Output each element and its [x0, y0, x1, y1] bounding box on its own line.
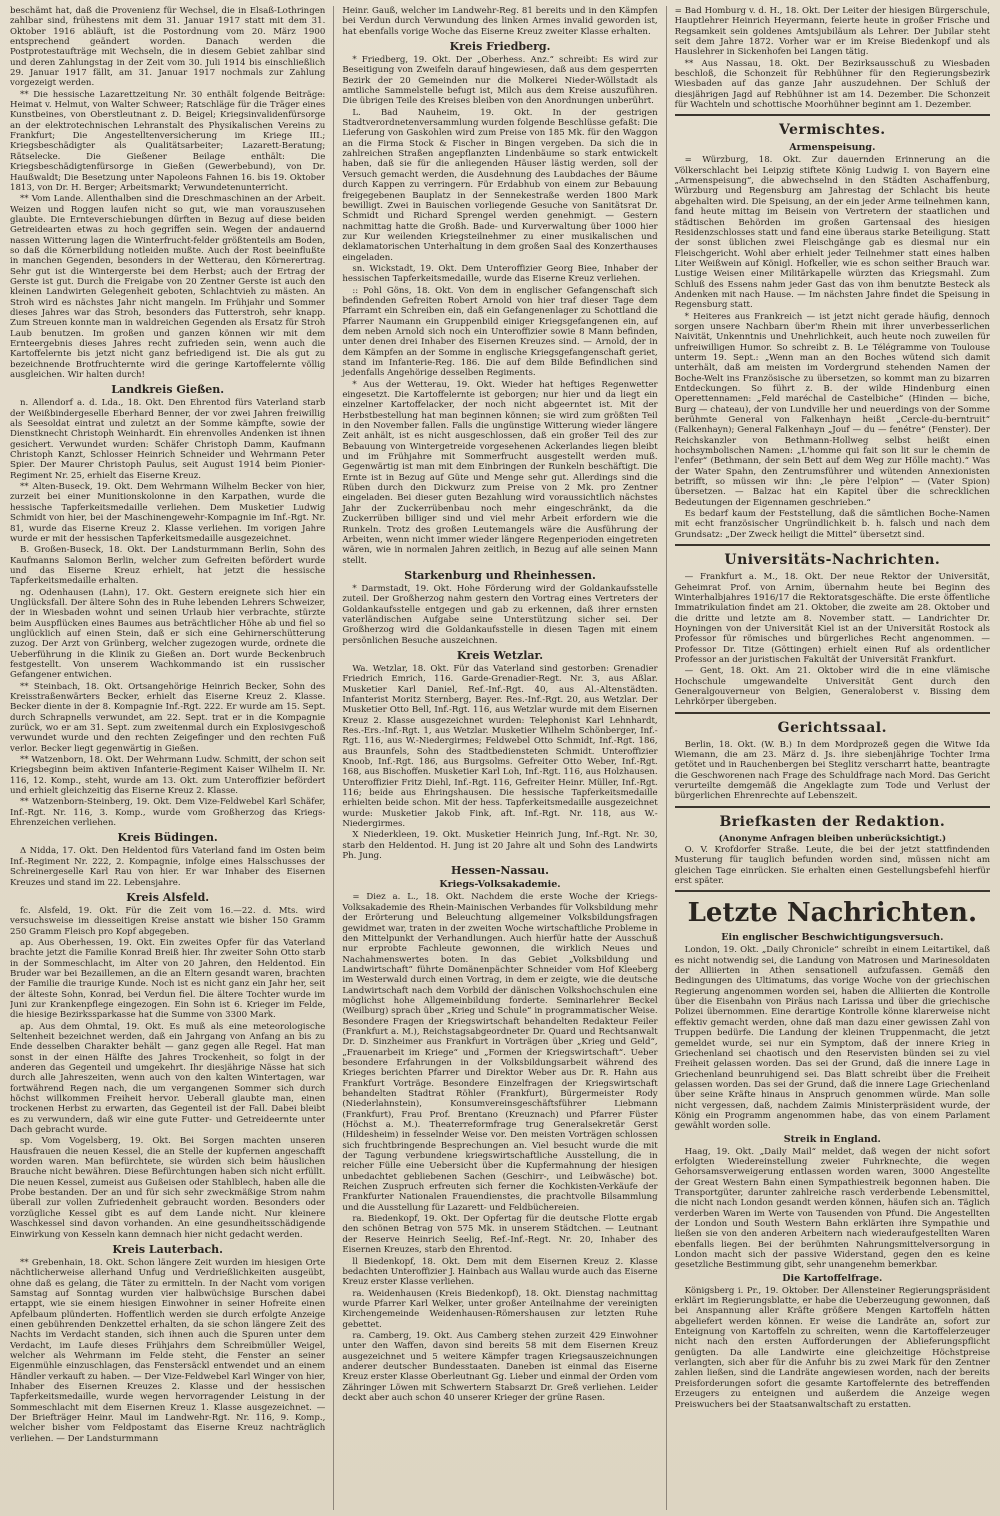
article-text: ** Watzenborn-Steinberg, 19. Okt. Dem Vize-Feldwebel Karl Schäfer, Inf.-Rgt. Nr. 116, 3. Komp., wurde vom Großherzog das Kriegs-Ehrenzeichen verliehen.	[10, 797, 326, 829]
article-text: ng. Odenhausen (Lahn), 17. Okt. Gestern ereignete sich hier ein Unglücksfall. Der ältere Sohn des in Ruhe lebenden Lehrers Schweizer, der in Wiesbaden wohnt und seinen Urlaub hier verbrachte, stürzte beim Auspflücken eines Baumes aus beträchtlicher Höhe ab und fiel so unglücklich auf einen Stein, daß er sich eine Gehirnerschütterung zuzog. Der Arzt von Grünberg, welcher zugezogen wurde, ordnete die Ueberführung in die Klinik zu Gießen an. Dort wurde Beckenbruch festgestellt. Von unserem Wachkommando ist ein russischer Gefangener entwichen.	[10, 587, 326, 681]
section-heading: Gerichtssaal.	[777, 719, 887, 736]
article-text: * Darmstadt, 19. Okt. Hohe Förderung wird der Goldankaufsstelle zuteil. Der Großherzog nahm gestern den Vortrag eines Vertreters der Goldankaufsstelle entgegen und gab zu erkennen, daß ihrer ernsten vaterländischen Aufgabe seine Unterstützung sicher sei. Der Großherzog wird die Goldankaufsstelle in diesen Tagen mit einem persönlichen Besuche auszeichnen.	[342, 583, 658, 646]
article-text: O. V. Krofdorfer Straße. Leute, die bei der jetzt stattfindenden Musterung für tauglich befunden worden sind, müssen nicht am gleichen Tage einrücken. Sie erhalten einen Gestellungsbefehl hierfür erst später.	[674, 845, 990, 887]
article-text: = Bad Homburg v. d. H., 18. Okt. Der Leiter der hiesigen Bürgerschule, Hauptlehrer Heinrich Heyermann, feierte heute in großer Frische und Regsamkeit sein goldenes Amtsjubiläum als Lehrer. Der Jubilar steht seit dem Jahre 1872. Vorher war er im Kreise Biedenkopf und als Hauslehrer in Sickenhofen bei Langen tätig.	[674, 6, 990, 58]
column-1	[10, 6, 325, 1510]
article-text: ra. Weidenhausen (Kreis Biedenkopf), 18. Okt. Dienstag nachmittag wurde Pfarrer Karl Welker, unter großer Anteilnahme der vereinigten Kirchengemeinde Weidenhausen-Römershausen zur letzten Ruhe gebettet.	[342, 1288, 658, 1330]
article-text: ** Watzenborn, 18. Okt. Der Wehrmann Ludw. Schmitt, der schon seit Kriegsbeginn beim aktiven Infanterie-Regiment Kaiser Wilhelm II. Nr. 116, 12. Komp., steht, wurde am 13. Okt. zum Unteroffizier befördert und erhielt gleichzeitig das Eiserne Kreuz 2. Klasse.	[10, 755, 326, 797]
article-text: — Frankfurt a. M., 18. Okt. Der neue Rektor der Universität, Geheimrat Prof. von Arnim, übernahm heute bei Beginn des Winterhalbjahres 1916/17 die Rektoratsgeschäfte. Die erste öffentliche Immatrikulation findet am 21. Oktober, die zweite am 28. Oktober und die dritte und letzte am 8. November statt. — Landrichter Dr. Hoyningen von der Universität Kiel ist an der Universität Rostock als Professor für römisches und bürgerliches Recht angenommen. — Professor Dr. Titze (Göttingen) erhielt einen Ruf als ordentlicher Professor an der juristischen Fakultät der Universität Frankfurt.	[674, 572, 990, 665]
section-divider	[675, 890, 990, 892]
article-text: * Aus der Wetterau, 19. Okt. Wieder hat heftiges Regenwetter eingesetzt. Die Kartoffelernte ist geborgen; nur hier und da liegt ein einzelner Kartoffelacker, der noch nicht abgeerntet ist. Mit der Herbstbestellung hat man beginnen können; sie wird zum größten Teil in den November fallen. Falls die ungünstige Witterung wieder längere Zeit anhält, ist es nicht ausgeschlossen, daß ein großer Teil des zur Bebauung von Wintergetreide vorgesehenen Ackerlandes liegen bleibt und im Frühjahre mit Sommerfrucht ausgestellt werden muß. Gegenwärtig ist man mit dem Einbringen der Runkeln beschäftigt. Die Ernte ist in Bezug auf Güte und Menge sehr gut. Allerdings sind die Rüben durch den Dickwurz zum Preise von 2 Mk. pro Zentner eingeladen. Bei dieser guten Bezahlung wird voraussichtlich nächstes Jahr der Zuckerrübenbau noch mehr eingeschränkt, da die Zuckerrüben billiger sind und viel mehr Arbeit erfordern wie die Runkeln. Trotz des großen Leutemangels wäre die Ausführung der Arbeiten, wenn nicht immer wieder längere Regenperioden eingetreten wären, wie in normalen Jahren zeitlich, in Bezug auf alle seinen Mann stellt.	[342, 379, 658, 566]
section-heading: Kreis Lauterbach.	[112, 1242, 223, 1256]
article-text: ** Aus Nassau, 18. Okt. Der Bezirksausschuß zu Wiesbaden beschloß, die Schonzeit für Rebhühner für den Regierungsbezirk Wiesbaden auf das ganze Jahr auszudehnen. Der Schluß der diesjährigen Jagd auf Rebhühner ist am 14. Dezember. Die Schonzeit für Wachteln und schottische Moorhühner beginnt am 1. Dezember.	[674, 58, 990, 111]
article-text: Haag, 19. Okt. „Daily Mail“ meldet, daß wegen der nicht sofort erfolgten Wiedereinstellung zweier Fuhrknechte, die wegen Gehorsamsverweigerung entlassen worden waren, 3000 Angestellte der Great Western Bahn einen Sympathiestreik begonnen haben. Die Transportgüter, darunter zahlreiche rasch verderbende Lebensmittel, die nicht nach London gesandt werden können, häufen sich an. Täglich verderben Waren im Werte von Tausenden von Pfund. Die Angestellten der London und South Western Bahn erklärten ihre Sympathie und ließen sie von den anderen Arbeitern nach wiederaufgestellten Waren ebenfalls liegen. Bei der berühmten Nahrungsmittelversorgung in London macht sich der passive Widerstand, gegen den es keine gesetzliche Bestimmung gibt, sehr unangenehm bemerkbar.	[674, 1146, 990, 1271]
article-text: ** Alten-Buseck, 19. Okt. Dem Wehrmann Wilhelm Becker von hier, zurzeit bei einer Munitionskolonne in den Karpathen, wurde die hessische Tapferkeitsmedaille verliehen. Dem Musketier Ludwig Schmidt von hier, bei der Maschinengewehr-Kompagnie im Inf.-Rgt. Nr. 81, wurde das Eiserne Kreuz 2. Klasse verliehen. Im vorigen Jahre wurde er mit der hessischen Tapferkeitsmedaille ausgezeichnet.	[10, 482, 326, 544]
article-text: ra. Camberg, 19. Okt. Aus Camberg stehen zurzeit 429 Einwohner unter den Waffen, davon sind bereits 58 mit dem Eisernen Kreuz ausgezeichnet und 5 weitere Kämpfer tragen Kriegsauszeichnungen anderer deutscher Bundesstaaten. Daneben ist einmal das Eiserne Kreuz erster Klasse Oberleutnant Gg. Lieber und einmal der Orden vom Zähringer Löwen mit Schwertern Stabsarzt Dr. Greß verliehen. Leider deckt aber auch schon 40 unserer Krieger der grüne Rasen.	[342, 1330, 658, 1403]
column-2	[333, 6, 657, 1510]
article-text: ** Steinbach, 18. Okt. Ortsangehörige Heinrich Becker, Sohn des Kreisstraßenwärters Becker, erhielt das Eiserne Kreuz 2. Klasse. Becker diente in der 8. Kompagnie Inf.-Rgt. 222. Er wurde am 15. Sept. durch Schrapnells verwundet, am 22. Sept. trat er in die Kompagnie zurück, wo er am 31. Sept. zum zweitenmal durch ein Explosivgeschoß verwundet wurde und den rechten Zeigefinger und den rechten Fuß verlor. Becker liegt gegenwärtig in Gießen.	[10, 681, 326, 754]
subsection-heading: Streik in England.	[783, 1133, 881, 1145]
section-heading: Kreis Büdingen.	[117, 831, 218, 845]
section-heading: Kreis Alsfeld.	[126, 890, 210, 904]
section-divider	[675, 712, 990, 714]
article-text: Berlin, 18. Okt. (W. B.) In dem Mordprozeß gegen die Witwe Ida Wiemann, die am 23. März d. Js. ihre siebenjährige Tochter Irma getötet und in Rauchenbergen bei Steglitz verscharrt hatte, beantragte die Geschworenen nach Frage des Schuldfrage nach Mord. Das Gericht verurteilte demgemäß die Angeklagte zum Tode und Verlust der bürgerlichen Ehrenrechte auf Lebenszeit.	[674, 739, 990, 802]
article-text: ** Vom Lande. Allenthalben sind die Dreschmaschinen an der Arbeit. Weizen und Roggen laufen nicht so gut, wie man vorauszusehen glaubte. Die Ernteverschiebungen dürften in Bezug auf diese beiden Getreidearten etwas zu hoch gegriffen sein. Wegen der andauernd nassen Witterung lagen die Winterfrucht-felder größtenteils am Boden, so daß die Körnerbildung notleiden mußte. Auch der Rost beeinflußte in manchen Gegenden, besonders in der Wetterau, den Körnerertrag. Sehr gut ist die Wintergerste bei dem Herbst; auch der Ertrag der Gerste ist gut. Durch die Freigabe von 20 Zentner Gerste ist auch den kleinen Landwirten Gelegenheit geboten, Schlachtvieh zu mästen. An Stroh wird es nächstes Jahr nicht mangeln. Im Frühjahr und Sommer dieses Jahres war das Stroh, besonders das Futterstroh, sehr knapp. Zum Streuen konnte man in waldreichen Gegenden als Ersatz für Stroh Laub benutzen. Im großen und ganzen können wir mit dem Ernteergebnis dieses Jahres recht zufrieden sein, wenn auch die Kartoffelernte bis jetzt nicht ganz befriedigend ist. Die als gut zu bezeichnende Brotfruchternte wird die geringe Kartoffelernte völlig ausgleichen. Wir halten durch!	[10, 194, 326, 381]
section-heading: Vermischtes.	[778, 122, 886, 139]
article-text: = Diez a. L., 18. Okt. Nachdem die erste Woche der Kriegs-Volksakademie des Rhein-Mainischen Verbandes für Volksbildung mehr der Erörterung und Beleuchtung allgemeiner Volksbildungsfragen gewidmet war, traten in der zweiten Woche wirtschaftliche Probleme in den Mittelpunkt der Verhandlungen. Auch hierfür hatte der Ausschuß nur erprobte Fachleute gewonnen, die wirklich Neues und Nachahmenswertes boten. In das Gebiet „Volksbildung und Landwirtschaft“ führte Domänenpächter Schneider vom Hof Kleeberg im Westerwald durch einen Vortrag, in dem er zeigte, wie die deutsche Landwirtschaft nach dem Vorbild der dänischen Volkshochschulen eine möglichst hohe Allgemeinbildung forderte. Seminarlehrer Beckel (Weilburg) sprach über „Krieg und Schule“ in programmatischer Weise. Besondere Fragen der Kriegswirtschaft behandelten Redakteur Feiler (Frankfurt a. M.), Reichstagsabgeordneter Dr. Quard und Rechtsanwalt Dr. D. Sinzheimer aus Frankfurt in Vorträgen über „Krieg und Geld“, „Frauenarbeit im Kriege“ und „Formen der Kriegswirtschaft“. Ueber besondere Erfahrungen in der Volksbildungsarbeit während des Krieges berichten Pfarrer und Direktor Weber aus Dr. R. Hahn aus Frankfurt Vorträge. Besondere Einzelfragen der Kriegswirtschaft behandelten Stadtrat Röhler (Frankfurt), Bürgermeister Rody (Niederlahnstein), Konsumvereinsgeschäftsführer Liebmann (Frankfurt), Frau Prof. Brentano (Kreuznach) und Pfarrer Füster (Höchst a. M.). Theaterreformfrage trug Generalsekretär Gerst (Hildesheim) in fesselnder Weise vor. Den meisten Vorträgen schlossen sich fruchtbringende Besprechungen an. Viel besucht wurde die mit der Tagung verbundene kriegswirtschaftliche Ausstellung, die in reicher Fülle eine Uebersicht über die Kupfermahnung der hiesigen unbedachtet gebliebenen Sachen (Geschirr-, und Leibwäsche) bot. Reichen Zuspruch erfreuten sich ferner die Kochkisten-Verkäufe der Frankfurter Nationalen Frauendienstes, die prachtvolle Bilsammlung und die Ausstellung für Lazarett- und Feldbüchereien.	[342, 892, 658, 1213]
article-text: beschämt hat, daß die Provenienz für Wechsel, die in Elsaß-Lothringen zahlbar sind, frühestens mit dem 31. Januar 1917 statt mit dem 31. Oktober 1916 abläuft, ist die Postordnung vom 20. März 1900 entsprechend geändert worden. Danach werden die Postprotestaufträge mit Wechseln, die in diesem Gebiet zahlbar sind und deren Zahlungstag in der Zeit vom 30. Juli 1914 bis einschließlich 29. Januar 1917 fällt, am 31. Januar 1917 nochmals zur Zahlung vorgezeigt werden.	[10, 6, 326, 89]
section-divider	[675, 806, 990, 808]
subsection-heading: Die Kartoffelfrage.	[782, 1272, 883, 1284]
section-heading: Landkreis Gießen.	[111, 383, 225, 397]
article-text: ** Die hessische Lazarettzeitung Nr. 30 enthält folgende Beiträge: Heimat v. Helmut, von Walter Schweer; Ratschläge für die Träger eines Kunstbeines, von Oberstleutnant z. D. Beigel; Kriegsinvalidenfürsorge an der elektrotechnischen Lehranstalt des Physikalischen Vereins zu Frankfurt; Die Angestelltenversicherung im Kriege III.; Kriegsbeschädigter als Qualitätsarbeiter; Lazarett-Beratung; Rätselecke. Die Gießener Beilage enthält: Die Kriegsbeschädigtenfürsorge in Gießen (Gewerbebund), von Dr. Haußwaldt; Die Besetzung unter Napoleons Fahnen 16. bis 19. Oktober 1813, von Dr. H. Berger; Arbeitsmarkt; Verwundetenunterricht.	[10, 89, 326, 193]
article-text: ap. Aus dem Ohmtal, 19. Okt. Es muß als eine meteorologische Seltenheit bezeichnet werden, daß ein Jahrgang von Anfang an bis zu Ende desselben Charakter behält — ganz gegen alle Regel. Hat man sonst in der einen Hälfte des Jahres Trockenheit, so folgt in der anderen das Gegenteil und umgekehrt. Ihr diesjährige Nässe hat sich durch alle Jahreszeiten, wenn auch von den kalten Wintertagen, war fortwährend Regen nach, die um vergangenen Sommer sich durch höchst willkommen Freiheit hervor. Ueberall glaubte man, einen trockenen Herbst zu erwarten, das Gegenteil ist der Fall. Dabei bleibt es zu verwundern, daß wir eine gute Futter- und Getreideernte unter Dach gebracht wurde.	[10, 1021, 326, 1136]
article-text: ** Grebenhain, 18. Okt. Schon längere Zeit wurden im hiesigen Orte nächtlicherweise allerhand Unfug und Verdrießlichkeiten ausgeübt, ohne daß es gelang, die Täter zu ermitteln. In der Nacht vom vorigen Samstag auf Sonntag wurden vier halbwüchsige Burschen dabei ertappt, wie sie einem hiesigen Einwohner in seiner Hofreite einen Apfelbaum plünderten. Hoffentlich werden sie durch erfolgte Anzeige einen gebührenden Denkzettel erhalten, da sie schon längere Zeit des Nachts im Verdacht standen, sich ihnen auch die Spuren unter dem Verdacht, im Laufe dieses Frühjahrs dem Schreibmüller Weigel, welcher als Wehrmann im Felde steht, die Fenster an seiner Eigenmühle einzuschlagen, das Fenstersäckl entwendet und an einem Händler verkauft zu haben. — Der Vize-Feldwebel Karl Winger von hier, Inhaber des Eisernen Kreuzes 2. Klasse und der hessischen Tapferkeitsmedaille, wurde wegen hervorragender Leistung in der Sommeschlacht mit dem Eisernen Kreuz 1. Klasse ausgezeichnet. — Der Briefträger Heinr. Maul im Landwehr-Rgt. Nr. 116, 9. Komp., welcher bisher vom Feldpostamt das Eiserne Kreuz nachträglich verliehen. — Der Landsturmmann	[10, 1257, 326, 1444]
article-text: ap. Aus Oberhessen, 19. Okt. Ein zweites Opfer für das Vaterland brachte jetzt die Familie Konrad Breiß hier. Ihr zweiter Sohn Otto starb in der Sommeschlacht, im Alter von 20 Jahren, den Heldentod. Ein Bruder war bei Bezaillemen, an die an Eltern gesandt waren, brachten der Familie die traurige Kunde. Noch ist es nicht ganz ein Jahr her, seit der älteste Sohn, Konrad, bei Verdun fiel. Die ältere Tochter wurde im Juni zur Krankenpflege eingezogen. Ein Sohn ist 6. Krieger im Felde, die hiesige Bezirkssparkasse hat die Summe von 3300 Mark.	[10, 937, 326, 1021]
article-text: * Friedberg, 19. Okt. Der „Oberhess. Anz.“ schreibt: Es wird zur Beseitigung von Zweifeln darauf hingewiesen, daß aus dem gesperrten Bezirk der 20 Gemeinden nur die Molkerei Nieder-Wöllstadt als amtliche Sammelstelle befugt ist, Milch aus dem Kreise auszuführen. Die übrigen Teile des Kreises bleiben von den Anordnungen unberührt.	[342, 55, 658, 107]
article-text: * Heiteres aus Frankreich — ist jetzt nicht gerade häufig, dennoch sorgen unsere Nachbarn über'm Rhein mit ihrer unverbesserlichen Naivität, Unkenntnis und Unehrlichkeit, auch heute noch zuweilen für unfreiwilligen Humor. So schreibt z. B. Le Télégramme von Toulouse unterm 19. Sept.: „Wenn man an den Boches wütend sich damit unterhält, daß am meisten im Vordergrund stehenden Namen der Boche-Welt ins Französische zu übersetzen, so kommt man zu bizarren Entdeckungen. So führt z. B. der wilde Hindenburg einen Operettennamen: „Feld maréchal de Castelbiche“ (Hinden — biche, Burg — chateau), der von Lundville her und neuerdings von der Somme berühmte General von Falkenhayn heißt „Cercle-du-berntruit“ (Falkenhayn); General Falkenhayn „Jouf — du — fenétre“ (Fenster). Der Reichskanzler von Bethmann-Hollweg selbst heißt einen hochsymbolischen Namen: „L'homme qui fait son lit sur le chemin de l'enfer“ (Bethmann, der sein Bett auf dem Weg zur Hölle macht).“ Was der Water Spahn, den Zentrumsführer und wütenden Annexionisten betrifft, so müssen wir ihn: „le père l'elpion“ — (Vater Spion) übersetzen. — Balzac hat ein Kapitel über die schrecklichen Bedeutungen der Eigennamen geschrieben.“	[674, 311, 990, 508]
article-text: ll Biedenkopf, 18. Okt. Dem mit dem Eisernen Kreuz 2. Klasse bedachten Unteroffizier J. Hainbach aus Wallau wurde auch das Eiserne Kreuz erster Klasse verliehen.	[342, 1256, 658, 1288]
article-text: L. Bad Nauheim, 19. Okt. In der gestrigen Stadtverordnetenversammlung wurden folgende Beschlüsse gefaßt: Die Lieferung von Gaskohlen wird zum Preise von 185 Mk. für den Waggon an die Firma Stock & Fischer in Bingen vergeben. Da sich die in zahlreichen Straßen angepflanzten Lindenbäume so stark entwickelt haben, daß sie für die anliegenden Häuser lästig werden, soll der Versuch gemacht werden, die Ausdehnung des Laubdaches der Bäume durch Kappen zu verringern. Für Erdabhub von einem zur Bebauung freigegebenen Bauplatz in der Sennekestraße werden 1800 Mark bewilligt. Zwei in Bauischen vorliegende Gesuche von Sanitätsrat Dr. Schmidt und Richard Sprengel werden genehmigt. — Gestern nachmittag hatte die Großh. Bade- und Kurverwaltung über 1000 hier zur Kur weilenden Kriegsteilnehmer zu einer musikalischen und deklamatorischen Unterhaltung in dem großen Saal des Konzerthauses eingeladen.	[342, 107, 658, 263]
article-text: :: Pohl Göns, 18. Okt. Von dem in englischer Gefangenschaft sich befindenden Gefreiten Robert Arnold von hier traf dieser Tage dem Pfarramt ein Schreiben ein, daß ein Gefangenenlager zu Schottland die Pfarrer Naumann ein Gruppenbild einiger Kriegsgefangenen ein, auf dem neben Arnold sich noch ein Unteroffizier sowie 8 Mann befinden, unter denen drei Inhaber des Eisernen Kreuzes sind. — Arnold, der in dem Kämpfen an der Somme in englische Kriegsgefangenschaft geriet, stand im Infanterie-Reg. 186. Die auf dem Bilde Befindlichen sind jedenfalls Angehörige desselben Regiments.	[342, 285, 658, 379]
notice-text: (Anonyme Anfragen bleiben unberücksichtigt.)	[718, 833, 947, 844]
column-3	[666, 6, 990, 1510]
article-text: Heinr. Gauß, welcher im Landwehr-Reg. 81 bereits und in den Kämpfen bei Verdun durch Verwundung des linken Armes invalid geworden ist, hat ebenfalls vorige Woche das Eiserne Kreuz zweiter Klasse erhalten.	[342, 6, 658, 37]
subsection-heading: Armenspeisung.	[789, 142, 876, 154]
article-text: sn. Wickstadt, 19. Okt. Dem Unteroffizier Georg Biee, Inhaber der hessischen Tapferkeitsmedaille, wurde das Eiserne Kreuz verliehen.	[342, 263, 658, 285]
section-heading: Starkenburg und Rheinhessen.	[404, 568, 596, 582]
article-text: Königsberg i. Pr., 19. Oktober. Der Allensteiner Regierungspräsident erklärt im Regierungsblatte, er habe die Ueberzeugung gewonnen, daß bei Anspannung aller Kräfte größere Mengen Kartoffeln hätten abgeliefert werden können. Er weise die Landräte an, sofort zur Enteignung von Kartoffeln zu schreiten, wenn die Kartoffelerzeuger nicht nach den ersten Aufforderungen der Ablieferungspflicht genügten. Da alle Landwirte eine gleichzeitige Höchstpreise verlangten, sich aber für die Anfuhr bis zu zwei Mark für den Zentner zahlen ließen, sind die Landräte angewiesen worden, nach der bereits Preisforderungen sofort die gesamte Kartoffelernte des betreffenden Erzeugers zu enteignen und außerdem die Anzeige wegen Preiswuchers bei der Staatsanwaltschaft zu erstatten.	[674, 1285, 990, 1410]
subsection-heading: Kriegs-Volksakademie.	[439, 879, 561, 891]
subsection-heading: Ein englischer Beschwichtigungsversuch.	[721, 932, 944, 944]
section-heading: Letzte Nachrichten.	[687, 898, 977, 929]
article-text: — Gent, 18. Okt. Am 21. Oktober wird die in eine vlämische Hochschule umgewandelte Universität Gent durch den Generalgouverneur von Belgien, Generaloberst v. Bissing dem Lehrkörper übergeben.	[674, 666, 990, 708]
article-text: fc. Alsfeld, 19. Okt. Für die Zeit vom 16.—22. d. Mts. wird versuchsweise im diesseitigen Kreise anstatt wie bisher 150 Gramm 250 Gramm Fleisch pro Kopf abgegeben.	[10, 905, 326, 937]
section-divider	[675, 544, 990, 546]
section-heading: Universitäts-Nachrichten.	[724, 552, 941, 569]
section-divider	[675, 114, 990, 116]
article-text: Es bedarf kaum der Feststellung, daß die sämtlichen Boche-Namen mit echt französischer Ungründlichkeit b. h. falsch und nach dem Grundsatz: „Der Zweck heiligt die Mittel“ übersetzt sind.	[674, 509, 990, 540]
section-heading: Briefkasten der Redaktion.	[719, 813, 946, 830]
article-text: ra. Biedenkopf, 19. Okt. Der Opfertag für die deutsche Flotte ergab den schönen Betrag von 575 Mk. in unserem Städtchen. — Leutnant der Reserve Heinrich Seelig, Ref.-Inf.-Regt. Nr. 20, Inhaber des Eisernen Kreuzes, starb den Ehrentod.	[342, 1214, 658, 1256]
section-heading: Kreis Friedberg.	[449, 40, 551, 54]
article-text: B. Großen-Buseck, 18. Okt. Der Landsturmmann Berlin, Sohn des Kaufmanns Salomon Berlin, welcher zum Gefreiten befördert wurde und das Eiserne Kreuz erhielt, hat jetzt die hessische Tapferkeitsmedaille erhalten.	[10, 545, 326, 587]
article-text: Wa. Wetzlar, 18. Okt. Für das Vaterland sind gestorben: Grenadier Friedrich Emrich, 116. Garde-Grenadier-Regt. Nr. 3, aus Aßlar. Musketier Karl Daniel, Ref.-Inf.-Rgt. 40, aus Al.-Altenstädten. Infanterist Moritz Sternberg, Bayer. Res.-Inf.-Rgt. 20, aus Wetzlar. Der Musketier Otto Bell, Inf.-Rgt. 116, aus Wetzlar wurde mit dem Eisernen Kreuz 2. Klasse ausgezeichnet wurden: Telephonist Karl Lehnhardt, Res.-Ers.-Inf.-Rgt. 1, aus Wetzlar. Musketier Wilhelm Schönberger, Inf.-Rgt. 116, aus W.-Niedergirmes; Feldwebel Otto Schmidt, Inf.-Rgt. 186, aus Braunfels, Sohn des Stadtbediensteten Schmidt. Unteroffizier Knoob, Inf.-Rgt. 186, aus Burgsolms. Gefreiter Otto Weber, Inf.-Rgt. 168, aus Bischoffen. Musketier Karl Loh, Inf.-Rgt. 116, aus Holzhausen. Unteroffizier Fritz Diehl, Inf.-Rgt. 116, Gefreiter Heinr. Müller, Inf.-Rgt. 116; beide aus Ehringshausen. Die hessische Tapferkeitsmedaille erhielten beide schon. Mit der hess. Tapferkeitsmedaille ausgezeichnet wurde: Musketier Jakob Fink, aft. Inf.-Rgt. Nr. 118, aus W.-Niedergirmes.	[342, 663, 658, 830]
article-text: sp. Vom Vogelsberg, 19. Okt. Bei Sorgen machten unseren Hausfrauen die neuen Kessel, die an Stelle der kupfernen angeschafft worden waren. Man befürchtete, sie würden sich beim häuslichen Brauche nicht bewähren. Diese Befürchtungen haben sich nicht erfüllt. Die neuen Kessel, zumeist aus Gußeisen oder Stahlblech, haben alle die Probe bestanden. Der an und für sich sehr zweckmäßige Strom nahm überall zur vollen Zufriedenheit gebraucht worden. Besonders oder vorzügliche Kessel gibt es auf dem Lande nicht. Nur kleinere Waschkessel sind davon vorhanden. An eine gesundheitsschädigende Einwirkung von Kesseln kann demnach hier nicht gedacht werden.	[10, 1136, 326, 1240]
section-heading: Hessen-Nassau.	[451, 864, 549, 878]
article-text: London, 19. Okt. „Daily Chronicle“ schreibt in einem Leitartikel, daß es nicht notwendig sei, die Landung von Matrosen und Marinesoldaten der Alliierten in Athen sensationell aufzufassen. Gemäß den Bedingungen des Ultimatums, das vorige Woche von der griechischen Regierung angenommen worden sei, haben die Alliierten die Kontrolle über die Eisenbahn von Piräus nach Larissa und über die griechische Polizei übernommen. Eine derartige Kontrolle könne klarerweise nicht effektiv gemacht werden, ohne daß man dazu einer gewissen Zahl von Truppen bedürfe. Die Landung der kleinen Truppenmacht, die jetzt gemeldet wurde, sei nur ein Symptom, daß der innere Krieg in Griechenland sei chaotisch und den Reservisten bünden sei zu viel Freiheit gelassen worden. Das sei der Grund, daß die innere Lage in Griechenland beunruhigend sei. Das Blatt schreibt über die Freiheit gelassen worden. Das sei der Grund, daß die innere Lage Griechenland über seine Kräfte hinaus in Anspruch genommen würde. Man solle nicht vergessen, daß, nachdem Zaimis Ministerpräsident wurde, der König ein Programm angenommen habe, das von einem Parlament gewählt worden solle.	[674, 945, 990, 1132]
article-text: X Niederkleen, 19. Okt. Musketier Heinrich Jung, Inf.-Rgt. Nr. 30, starb den Heldentod. H. Jung ist 20 Jahre alt und Sohn des Landwirts Ph. Jung.	[342, 830, 658, 862]
article-text: Δ Nidda, 17. Okt. Den Heldentod fürs Vaterland fand im Osten beim Inf.-Regiment Nr. 222, 2. Kompagnie, infolge eines Halsschusses der Schreinergeselle Karl Rau von hier. Er war Inhaber des Eisernen Kreuzes und stand im 22. Lebensjahre.	[10, 846, 326, 888]
article-text: n. Allendorf a. d. Lda., 18. Okt. Den Ehrentod fürs Vaterland starb der Weißbindergeselle Eberhard Benner, der vor zwei Jahren freiwillig als Seesoldat eintrat und zuletzt an der Somme kämpfte, sowie der Dienstknecht Christoph Weinhardt. Ein ehrenvolles Andenken ist ihnen gesichert. Verwundet wurden: Schäfer Christoph Damm, Kaufmann Christoph Kanzt, Schlosser Heinrich Schneider und Wehrmann Peter Spier. Der Maurer Christoph Paulus, seit August 1914 beim Pionier-Regiment Nr. 25, erhielt das Eiserne Kreuz.	[10, 398, 326, 481]
article-text: = Würzburg, 18. Okt. Zur dauernden Erinnerung an die Völkerschlacht bei Leipzig stiftete König Ludwig I. von Bayern eine „Armenspeisung“, die abwechselnd in den Städten Aschaffenburg, Würzburg und Regensburg am Jahrestag der Schlacht bis heute abgehalten wird. Die Speisung, an der ein jeder Arme teilnehmen kann, fand heute mittag im Beisein von Vertretern der staatlichen und städtischen Behörden im großen Gartensaal des hiesigen Residenzschlosses statt und fand eine überaus starke Beteiligung. Statt der sonst üblichen zwei Fleischgänge gab es diesmal nur ein Fleischgericht. Wohl aber erhielt jeder Teilnehmer statt eines halben Liter Weißwein auf Königl. Hofkeller, wie es schon seither Brauch war. Lustige Weisen einer Militärkapelle würzten das Kriegsmahl. Zum Schluß des Essens nahm jeder Gast das von ihm benutzte Besteck als Andenken mit nach Hause. — Im nächsten Jahre findet die Speisung in Regensburg statt.	[674, 155, 990, 311]
section-heading: Kreis Wetzlar.	[456, 648, 544, 662]
